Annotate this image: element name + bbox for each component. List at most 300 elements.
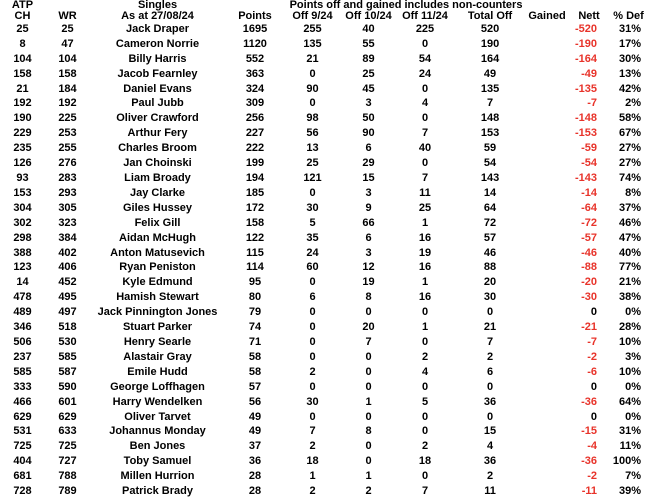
cell-off-11-24: 25 — [418, 201, 432, 214]
cell-pct-def: 39% — [619, 485, 642, 498]
cell-off-9-24: 24 — [306, 246, 319, 259]
cell-off-9-24: 0 — [309, 380, 316, 393]
cell-points: 74 — [248, 321, 262, 334]
cell-off-10-24: 3 — [365, 246, 372, 259]
cell-off-9-24: 0 — [309, 186, 316, 199]
table-row — [0, 97, 646, 112]
cell-player-name: Oliver Crawford — [116, 112, 199, 125]
cell-off-10-24: 2 — [365, 485, 372, 498]
cell-player-name: Jan Choinski — [123, 157, 192, 170]
cell-pct-def: 13% — [619, 67, 642, 80]
cell-pct-def: 74% — [619, 172, 642, 185]
table-row — [0, 82, 646, 97]
cell-player-name: Felix Gill — [134, 216, 181, 229]
cell-pct-def: 0% — [625, 306, 642, 319]
table-row — [0, 305, 646, 320]
cell-total-off: 0 — [486, 306, 494, 319]
cell-wr: 789 — [58, 485, 77, 498]
cell-off-9-24: 0 — [309, 410, 316, 423]
cell-nett: -2 — [587, 470, 598, 483]
cell-total-off: 7 — [486, 97, 494, 110]
points-banner-label: Points off and gained includes non-counters — [289, 0, 523, 11]
table-row — [0, 37, 646, 52]
empty-cell — [225, 0, 285, 11]
cell-gained — [527, 469, 567, 484]
cell-player-name: Daniel Evans — [123, 82, 192, 95]
cell-points: 1120 — [243, 37, 267, 50]
cell-gained — [527, 395, 567, 410]
cell-ch: 126 — [13, 157, 32, 170]
cell-player-name: Johannus Monday — [109, 425, 206, 438]
cell-points: 256 — [245, 112, 265, 125]
col-header-wr: WR — [58, 11, 77, 22]
cell-gained — [527, 156, 567, 171]
cell-ch: 333 — [13, 380, 32, 393]
cell-player-name: Harry Wendelken — [112, 395, 203, 408]
cell-off-10-24: 0 — [365, 365, 372, 378]
cell-off-9-24: 0 — [309, 97, 316, 110]
cell-off-10-24: 0 — [365, 350, 372, 363]
table-row — [0, 410, 646, 425]
cell-total-off: 14 — [483, 186, 497, 199]
cell-off-9-24: 30 — [306, 395, 319, 408]
cell-pct-def: 10% — [619, 365, 642, 378]
cell-wr: 293 — [58, 186, 77, 199]
cell-wr: 323 — [58, 216, 77, 229]
cell-nett: -20 — [581, 276, 598, 289]
cell-ch: 25 — [16, 22, 29, 35]
cell-off-9-24: 2 — [309, 365, 316, 378]
cell-off-9-24: 25 — [306, 157, 319, 170]
cell-gained — [527, 246, 567, 261]
cell-off-10-24: 0 — [365, 440, 372, 453]
cell-wr: 158 — [58, 67, 77, 80]
cell-off-9-24: 121 — [303, 172, 322, 185]
cell-gained — [527, 97, 567, 112]
cell-total-off: 64 — [483, 201, 497, 214]
cell-wr: 629 — [58, 410, 77, 423]
cell-player-name: Jacob Fearnley — [117, 67, 198, 80]
table-row — [0, 201, 646, 216]
cell-gained — [527, 320, 567, 335]
cell-gained — [527, 126, 567, 141]
cell-player-name: Charles Broom — [118, 142, 197, 155]
cell-gained — [527, 275, 567, 290]
cell-off-9-24: 90 — [306, 82, 319, 95]
table-row — [0, 439, 646, 454]
cell-points: 37 — [248, 440, 262, 453]
cell-nett: -88 — [581, 261, 598, 274]
cell-nett: -164 — [575, 52, 598, 65]
cell-wr: 192 — [58, 97, 77, 110]
cell-nett: -57 — [581, 231, 598, 244]
cell-ch: 531 — [13, 425, 32, 438]
col-header-ch: CH — [14, 11, 31, 22]
table-row — [0, 216, 646, 231]
table-row — [0, 335, 646, 350]
cell-off-11-24: 2 — [421, 440, 429, 453]
cell-total-off: 21 — [483, 321, 497, 334]
cell-pct-def: 27% — [619, 142, 642, 155]
cell-player-name: Millen Hurrion — [120, 470, 195, 483]
table-row — [0, 320, 646, 335]
table-row — [0, 469, 646, 484]
cell-total-off: 57 — [483, 231, 497, 244]
cell-points: 49 — [248, 425, 262, 438]
cell-gained — [527, 52, 567, 67]
cell-wr: 585 — [58, 350, 77, 363]
cell-pct-def: 77% — [619, 261, 642, 274]
cell-points: 199 — [245, 157, 265, 170]
cell-nett: -15 — [581, 425, 598, 438]
cell-gained — [527, 82, 567, 97]
cell-off-10-24: 3 — [365, 186, 372, 199]
table-row — [0, 424, 646, 439]
cell-wr: 497 — [58, 306, 77, 319]
cell-points: 309 — [245, 97, 265, 110]
cell-off-11-24: 0 — [421, 470, 429, 483]
cell-gained — [527, 454, 567, 469]
cell-wr: 283 — [58, 172, 77, 185]
cell-off-10-24: 55 — [362, 37, 375, 50]
cell-off-10-24: 8 — [365, 425, 372, 438]
table-row — [0, 261, 646, 276]
cell-points: 185 — [245, 186, 265, 199]
cell-total-off: 190 — [480, 37, 500, 50]
cell-nett: -46 — [581, 246, 598, 259]
cell-off-9-24: 7 — [309, 425, 316, 438]
cell-off-10-24: 89 — [362, 52, 375, 65]
cell-gained — [527, 424, 567, 439]
cell-off-11-24: 0 — [421, 37, 429, 50]
cell-points: 79 — [248, 306, 262, 319]
cell-total-off: 36 — [483, 395, 497, 408]
cell-pct-def: 7% — [625, 470, 642, 483]
cell-off-11-24: 11 — [419, 186, 431, 199]
cell-off-11-24: 0 — [421, 410, 429, 423]
cell-points: 552 — [245, 52, 265, 65]
cell-off-9-24: 18 — [306, 455, 319, 468]
cell-off-10-24: 45 — [362, 82, 375, 95]
cell-gained — [527, 305, 567, 320]
table-row — [0, 156, 646, 171]
cell-points: 324 — [245, 82, 265, 95]
cell-off-9-24: 0 — [309, 67, 316, 80]
cell-nett: -135 — [575, 82, 598, 95]
cell-total-off: 164 — [480, 52, 500, 65]
column-header-row — [0, 11, 646, 22]
cell-wr: 633 — [58, 425, 77, 438]
cell-ch: 404 — [13, 455, 32, 468]
cell-off-9-24: 0 — [309, 321, 316, 334]
table-row — [0, 290, 646, 305]
cell-gained — [527, 216, 567, 231]
cell-gained — [527, 111, 567, 126]
cell-off-11-24: 16 — [418, 291, 432, 304]
cell-ch: 298 — [13, 231, 32, 244]
cell-total-off: 135 — [480, 82, 500, 95]
cell-off-9-24: 0 — [309, 306, 316, 319]
cell-wr: 406 — [58, 261, 77, 274]
cell-gained — [527, 171, 567, 186]
cell-off-9-24: 56 — [306, 127, 319, 140]
cell-player-name: Stuart Parker — [122, 321, 193, 334]
cell-off-11-24: 1 — [421, 321, 429, 334]
cell-pct-def: 46% — [619, 216, 642, 229]
cell-ch: 388 — [13, 246, 32, 259]
cell-points: 49 — [248, 410, 262, 423]
cell-gained — [527, 141, 567, 156]
table-row — [0, 22, 646, 37]
table-row — [0, 380, 646, 395]
cell-player-name: Toby Samuel — [123, 455, 192, 468]
cell-player-name: Giles Hussey — [122, 201, 193, 214]
cell-total-off: 30 — [483, 291, 497, 304]
cell-nett: -36 — [581, 455, 598, 468]
cell-off-9-24: 60 — [306, 261, 319, 274]
cell-nett: -64 — [581, 201, 598, 214]
cell-nett: -59 — [581, 142, 598, 155]
table-row — [0, 186, 646, 201]
cell-off-9-24: 6 — [309, 291, 316, 304]
col-header-off-11-24: Off 11/24 — [402, 11, 448, 22]
cell-ch: 346 — [13, 321, 32, 334]
cell-pct-def: 27% — [619, 157, 642, 170]
col-header-nett: Nett — [578, 11, 600, 22]
cell-pct-def: 38% — [619, 291, 642, 304]
table-row — [0, 126, 646, 141]
cell-points: 227 — [245, 127, 265, 140]
cell-ch: 235 — [13, 142, 32, 155]
cell-off-11-24: 7 — [421, 127, 429, 140]
cell-off-10-24: 20 — [362, 321, 375, 334]
cell-player-name: Oliver Tarvet — [124, 410, 191, 423]
cell-nett: -14 — [581, 186, 598, 199]
cell-off-10-24: 6 — [365, 142, 372, 155]
cell-wr: 184 — [58, 82, 77, 95]
cell-points: 58 — [248, 350, 262, 363]
cell-nett: 0 — [590, 306, 598, 319]
cell-nett: -520 — [575, 22, 598, 35]
cell-off-10-24: 3 — [365, 97, 372, 110]
cell-gained — [527, 380, 567, 395]
cell-nett: -21 — [581, 321, 598, 334]
cell-wr: 590 — [58, 380, 77, 393]
cell-points: 95 — [248, 276, 262, 289]
cell-points: 222 — [245, 142, 265, 155]
cell-wr: 495 — [58, 291, 77, 304]
cell-off-11-24: 16 — [418, 231, 432, 244]
cell-ch: 478 — [13, 291, 32, 304]
player-rows — [0, 22, 646, 499]
cell-gained — [527, 261, 567, 276]
table-row — [0, 484, 646, 499]
cell-total-off: 143 — [480, 172, 500, 185]
cell-points: 57 — [248, 380, 262, 393]
cell-points: 80 — [248, 291, 262, 304]
cell-gained — [527, 186, 567, 201]
cell-player-name: Henry Searle — [123, 335, 192, 348]
cell-player-name: Billy Harris — [128, 52, 187, 65]
cell-pct-def: 42% — [619, 82, 642, 95]
cell-wr: 25 — [61, 22, 74, 35]
cell-points: 122 — [245, 231, 265, 244]
cell-ch: 304 — [13, 201, 32, 214]
cell-off-10-24: 66 — [362, 216, 375, 229]
table-row — [0, 365, 646, 380]
cell-total-off: 59 — [483, 142, 497, 155]
cell-off-9-24: 21 — [306, 52, 319, 65]
cell-points: 28 — [248, 470, 262, 483]
cell-player-name: Liam Broady — [124, 172, 191, 185]
cell-player-name: Patrick Brady — [122, 485, 193, 498]
cell-gained — [527, 290, 567, 305]
cell-off-9-24: 0 — [309, 350, 316, 363]
cell-off-11-24: 24 — [418, 67, 432, 80]
cell-pct-def: 0% — [625, 410, 642, 423]
cell-pct-def: 64% — [619, 395, 642, 408]
cell-pct-def: 10% — [619, 335, 642, 348]
cell-off-10-24: 0 — [365, 306, 372, 319]
cell-nett: -30 — [581, 291, 598, 304]
table-row — [0, 350, 646, 365]
cell-wr: 276 — [58, 157, 77, 170]
cell-points: 114 — [246, 261, 264, 274]
cell-gained — [527, 37, 567, 52]
cell-pct-def: 67% — [619, 127, 642, 140]
cell-off-11-24: 7 — [421, 172, 429, 185]
cell-off-11-24: 0 — [421, 380, 429, 393]
cell-player-name: Jack Draper — [126, 22, 189, 35]
cell-gained — [527, 410, 567, 425]
cell-off-11-24: 0 — [421, 335, 429, 348]
cell-player-name: George Loffhagen — [110, 380, 205, 393]
table-row — [0, 52, 646, 67]
cell-wr: 255 — [58, 142, 77, 155]
cell-total-off: 148 — [480, 112, 500, 125]
cell-off-11-24: 225 — [415, 22, 435, 35]
cell-off-10-24: 8 — [365, 291, 372, 304]
cell-off-10-24: 0 — [365, 380, 372, 393]
cell-points: 56 — [248, 395, 262, 408]
cell-total-off: 2 — [486, 350, 494, 363]
empty-cell — [527, 0, 646, 11]
cell-nett: 0 — [590, 410, 598, 423]
cell-off-11-24: 19 — [418, 246, 432, 259]
cell-wr: 727 — [58, 455, 77, 468]
cell-pct-def: 40% — [619, 246, 642, 259]
cell-nett: -190 — [575, 37, 598, 50]
cell-nett: -7 — [587, 97, 598, 110]
cell-nett: -2 — [587, 350, 598, 363]
cell-off-9-24: 2 — [309, 440, 316, 453]
cell-nett: 0 — [590, 380, 598, 393]
cell-pct-def: 37% — [619, 201, 642, 214]
cell-ch: 681 — [13, 470, 32, 483]
cell-pct-def: 21% — [619, 276, 642, 289]
cell-off-11-24: 4 — [421, 365, 429, 378]
cell-gained — [527, 22, 567, 37]
cell-off-9-24: 30 — [306, 201, 319, 214]
cell-wr: 518 — [58, 321, 77, 334]
cell-total-off: 54 — [483, 157, 497, 170]
cell-off-11-24: 4 — [421, 97, 429, 110]
cell-total-off: 46 — [483, 246, 497, 259]
cell-off-10-24: 9 — [365, 201, 372, 214]
cell-nett: -6 — [587, 365, 598, 378]
cell-wr: 452 — [58, 276, 77, 289]
cell-ch: 489 — [13, 306, 32, 319]
cell-ch: 237 — [13, 350, 32, 363]
cell-total-off: 0 — [486, 380, 494, 393]
cell-gained — [527, 484, 567, 499]
cell-gained — [527, 439, 567, 454]
cell-total-off: 88 — [483, 261, 497, 274]
cell-player-name: Aidan McHugh — [119, 231, 196, 244]
cell-off-11-24: 54 — [418, 52, 432, 65]
cell-ch: 190 — [13, 112, 32, 125]
cell-wr: 601 — [58, 395, 77, 408]
cell-nett: -36 — [581, 395, 598, 408]
cell-ch: 725 — [13, 440, 32, 453]
cell-pct-def: 0% — [625, 380, 642, 393]
cell-pct-def: 17% — [619, 37, 642, 50]
cell-points: 28 — [248, 485, 262, 498]
cell-off-10-24: 1 — [365, 395, 372, 408]
cell-off-11-24: 0 — [421, 112, 429, 125]
cell-off-11-24: 5 — [421, 395, 429, 408]
cell-wr: 104 — [58, 52, 77, 65]
cell-points: 36 — [248, 455, 262, 468]
table-row — [0, 67, 646, 82]
cell-ch: 466 — [13, 395, 32, 408]
cell-off-11-24: 0 — [421, 157, 429, 170]
cell-off-10-24: 0 — [365, 455, 372, 468]
table-row — [0, 111, 646, 126]
col-header-points: Points — [238, 11, 272, 22]
empty-cell — [45, 0, 90, 11]
cell-off-9-24: 0 — [309, 276, 316, 289]
title-row — [0, 0, 646, 11]
cell-player-name: Jay Clarke — [129, 186, 186, 199]
cell-off-10-24: 90 — [362, 127, 375, 140]
cell-off-10-24: 0 — [365, 410, 372, 423]
table-row — [0, 171, 646, 186]
cell-gained — [527, 350, 567, 365]
cell-wr: 725 — [58, 440, 77, 453]
cell-player-name: Paul Jubb — [131, 97, 184, 110]
cell-pct-def: 31% — [619, 425, 642, 438]
cell-nett: -143 — [575, 172, 598, 185]
col-header-off-9-24: Off 9/24 — [292, 11, 333, 22]
cell-points: 194 — [245, 172, 265, 185]
cell-off-11-24: 40 — [418, 142, 432, 155]
cell-off-10-24: 19 — [362, 276, 375, 289]
cell-points: 58 — [248, 365, 262, 378]
cell-pct-def: 8% — [625, 186, 642, 199]
cell-total-off: 72 — [483, 216, 497, 229]
cell-gained — [527, 201, 567, 216]
cell-player-name: Ryan Peniston — [119, 261, 196, 274]
cell-gained — [527, 335, 567, 350]
cell-ch: 21 — [16, 82, 29, 95]
cell-player-name: Arthur Fery — [127, 127, 188, 140]
cell-off-11-24: 1 — [421, 216, 429, 229]
cell-ch: 229 — [13, 127, 32, 140]
col-header-as-at-date: As at 27/08/24 — [121, 11, 194, 22]
cell-ch: 8 — [19, 37, 26, 50]
cell-wr: 253 — [58, 127, 77, 140]
